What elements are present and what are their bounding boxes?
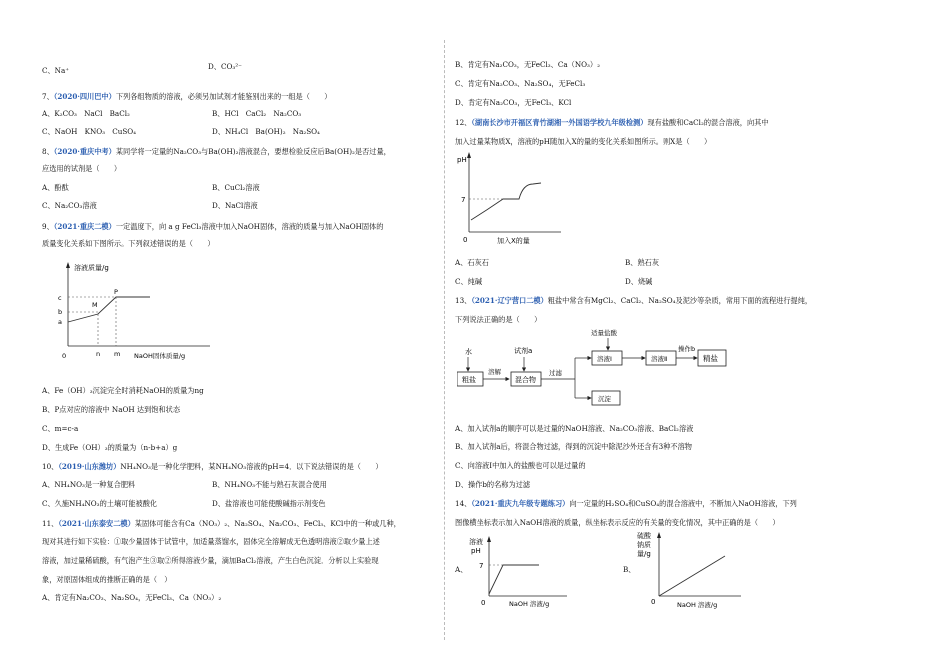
question-14-graph-b [633,528,753,610]
question-8-stem: 8、（2020·重庆中考）某同学将一定量的Na₂CO₃与Ba(OH)₂溶液混合，要想检验反应后Ba(OH)₂是否过量， [42,147,391,156]
question-12-option-d: D、烧碱 [625,277,653,286]
flow-op: 操作b [678,345,696,353]
question-13-option-c: C、向溶液Ⅰ中加入的盐酸也可以是过量的 [455,461,586,470]
question-11-option-d: D、肯定有Na₂CO₃，无FeCl₃、KCl [455,98,572,107]
question-10-option-c: C、久施NH₄NO₃的土壤可能被酸化 [42,499,158,508]
question-14-option-a-label: A、 [455,565,468,574]
question-13-option-a: A、加入试剂a的顺序可以是过量的NaOH溶液、Na₂CO₃溶液、BaCl₂溶液 [455,424,694,433]
graphB-ylabel-2: 钠质 [637,541,651,549]
question-7-stem: 7、（2020·四川巴中）下列各组物质的溶液，必须另加试剂才能鉴别出来的一组是（ ） [42,92,332,101]
question-11-stem-4: 象，对原固体组成的推断正确的是（ ） [42,575,172,584]
question-13-stem-2: 下列说法正确的是（ ） [455,315,542,324]
question-9-stem: 9、（2021·重庆二模）一定温度下，向 a g FeCl₃溶液中加入NaOH固体，溶液的质量与加入NaOH固体的 [42,222,384,231]
question-11-stem-2: 现对其进行如下实验：①取少量固体于试管中，加适量蒸馏水，固体完全溶解成无色透明溶液②取少量上述 [42,537,380,546]
question-11-stem: 11、（2021·山东泰安二模）某固体可能含有Ca（NO₃）₂、Na₂SO₄、Na₂CO₃、FeCl₃、KCl中的一种或几种， [42,519,401,528]
graph12-curve [471,183,541,220]
question-14-stem-2: 图像横坐标表示加入NaOH溶液的质量，纵坐标表示反应的有关量的变化情况，其中正确的是（ ） [455,518,780,527]
graphA-ylabel-1: 溶液 [469,538,483,546]
question-9-stem-2: 质量变化关系如下图所示。下列叙述错误的是（ ） [42,239,215,248]
graph9-M: M [92,301,98,309]
question-12-option-b: B、熟石灰 [625,258,660,267]
graph9-P: P [114,288,118,296]
question-10-option-b: B、NH₄NO₃不能与熟石灰混合使用 [212,480,327,489]
question-13-flowchart [457,326,757,416]
graphA-xlabel: NaOH 溶液/g [509,600,550,608]
graph9-b: b [58,308,63,316]
graph12-xlabel: 加入X的量 [497,237,530,245]
question-12-graph [457,150,567,246]
question-8-option-a: A、酚酞 [42,183,69,192]
graphA-seven: 7 [479,562,484,570]
graph9-ylabel: 溶液质量/g [74,264,109,272]
question-7-option-b: B、HCl CaCl₂ Na₂CO₃ [212,109,302,118]
question-8-option-c: C、Na₂CO₃溶液 [42,201,97,210]
graphA-ylabel-2: pH [471,547,481,555]
flow-dissolve: 溶解 [488,368,501,376]
graph9-m: m [114,350,121,358]
question-9-option-c: C、m=c-a [42,424,79,433]
graphB-ylabel-3: 量/g [637,550,651,558]
graph12-seven: 7 [461,196,466,204]
graphB-origin: 0 [651,598,656,606]
question-10-option-d: D、盐溶液也可能使酸碱指示剂变色 [212,499,326,508]
option-d-co3: D、CO₃²⁻ [208,62,242,71]
question-12-option-c: C、纯碱 [455,277,483,286]
question-13-option-d: D、操作b的名称为过滤 [455,480,531,489]
question-11-option-c: C、肯定有Na₂CO₃、Na₂SO₄，无FeCl₃ [455,79,586,88]
graph9-c: c [58,294,62,302]
question-13-option-b: B、加入试剂a后，将混合物过滤，得到的沉淀中除泥沙外还含有3种不溶物 [455,442,692,451]
question-9-graph [50,258,220,366]
question-7-option-a: A、K₂CO₃ NaCl BaCl₂ [42,109,130,118]
question-9-option-b: B、P点对应的溶液中 NaOH 达到饱和状态 [42,405,181,414]
graph9-origin: 0 [62,352,67,360]
flow-water: 水 [465,348,472,356]
graph12-origin: 0 [463,236,468,244]
flow-fine: 精盐 [703,354,718,363]
graph9-curve [68,297,150,322]
question-7-option-d: D、NH₄Cl Ba(OH)₂ Na₂SO₄ [212,127,320,136]
flow-filter: 过滤 [549,369,562,377]
graphB-xlabel: NaOH 溶液/g [677,601,718,609]
question-14-stem: 14、（2021·重庆九年级专题练习）向一定量的H₂SO₄和CuSO₄的混合溶液中，不断加入NaOH溶液，下列 [455,499,797,508]
flow-sol1: 溶液Ⅰ [597,355,612,363]
graphA-origin: 0 [481,599,486,607]
question-14-graph-a [467,534,577,610]
question-8-option-d: D、NaCl溶液 [212,201,258,210]
question-11-stem-3: 溶液，加过量稀硫酸，有气泡产生③取②所得溶液少量，滴加BaCl₂溶液，产生白色沉淀．分析以上实验现 [42,556,379,565]
question-11-option-a: A、肯定有Na₂CO₃、Na₂SO₄，无FeCl₃、Ca（NO₃）₂ [42,593,222,602]
question-12-stem-2: 加入过量某物质X，溶液的pH随加入X的量的变化关系如图所示。则X是（ ） [455,137,712,146]
flow-precip: 沉淀 [598,395,611,403]
question-8-option-b: B、CuCl₂溶液 [212,183,260,192]
flow-crude: 粗盐 [462,376,476,384]
question-14-option-b-label: B、 [623,565,636,574]
question-10-stem: 10、（2019·山东潍坊）NH₄NO₃是一种化学肥料，某NH₄NO₃溶液的pH=4．以下说法错误的是（ ） [42,462,383,471]
flow-mixture: 混合物 [515,376,536,384]
question-11-option-b: B、肯定有Na₂CO₃，无FeCl₃、Ca（NO₃）₂ [455,60,600,69]
question-10-option-a: A、NH₄NO₃是一种复合肥料 [42,480,136,489]
graphB-line [659,556,725,596]
option-c-na: C、Na⁺ [42,66,70,75]
question-12-option-a: A、石灰石 [455,258,489,267]
graph9-n: n [96,350,101,358]
question-7-option-c: C、NaOH KNO₃ CuSO₄ [42,127,137,136]
question-12-stem: 12、（湖南长沙市开福区青竹湖湘一外国语学校九年级检测）现有盐酸和CaCl₂的混合溶液，向其中 [455,118,769,127]
graph9-xlabel: NaOH固体质量/g [134,352,186,360]
graph9-a: a [58,318,62,326]
question-9-option-a: A、Fe（OH）₃沉淀完全时消耗NaOH的质量为ng [42,386,204,395]
column-divider [444,40,445,640]
flow-sol2: 溶液Ⅱ [651,355,668,363]
graph12-ylabel: pH [457,156,467,164]
graphB-ylabel-1: 硫酸 [637,532,651,540]
flow-reagent: 试剂a [514,347,533,355]
flow-acid: 适量盐酸 [591,329,617,337]
question-9-option-d: D、生成Fe（OH）₃的质量为（n-b+a）g [42,443,178,452]
question-8-stem-2: 应选用的试剂是（ ） [42,164,122,173]
question-13-stem: 13、（2021·辽宁营口二模）粗盐中常含有MgCl₂、CaCl₂、Na₂SO₄及泥沙等杂质，常用下面的流程进行提纯， [455,296,813,305]
graphA-curve [489,565,539,594]
